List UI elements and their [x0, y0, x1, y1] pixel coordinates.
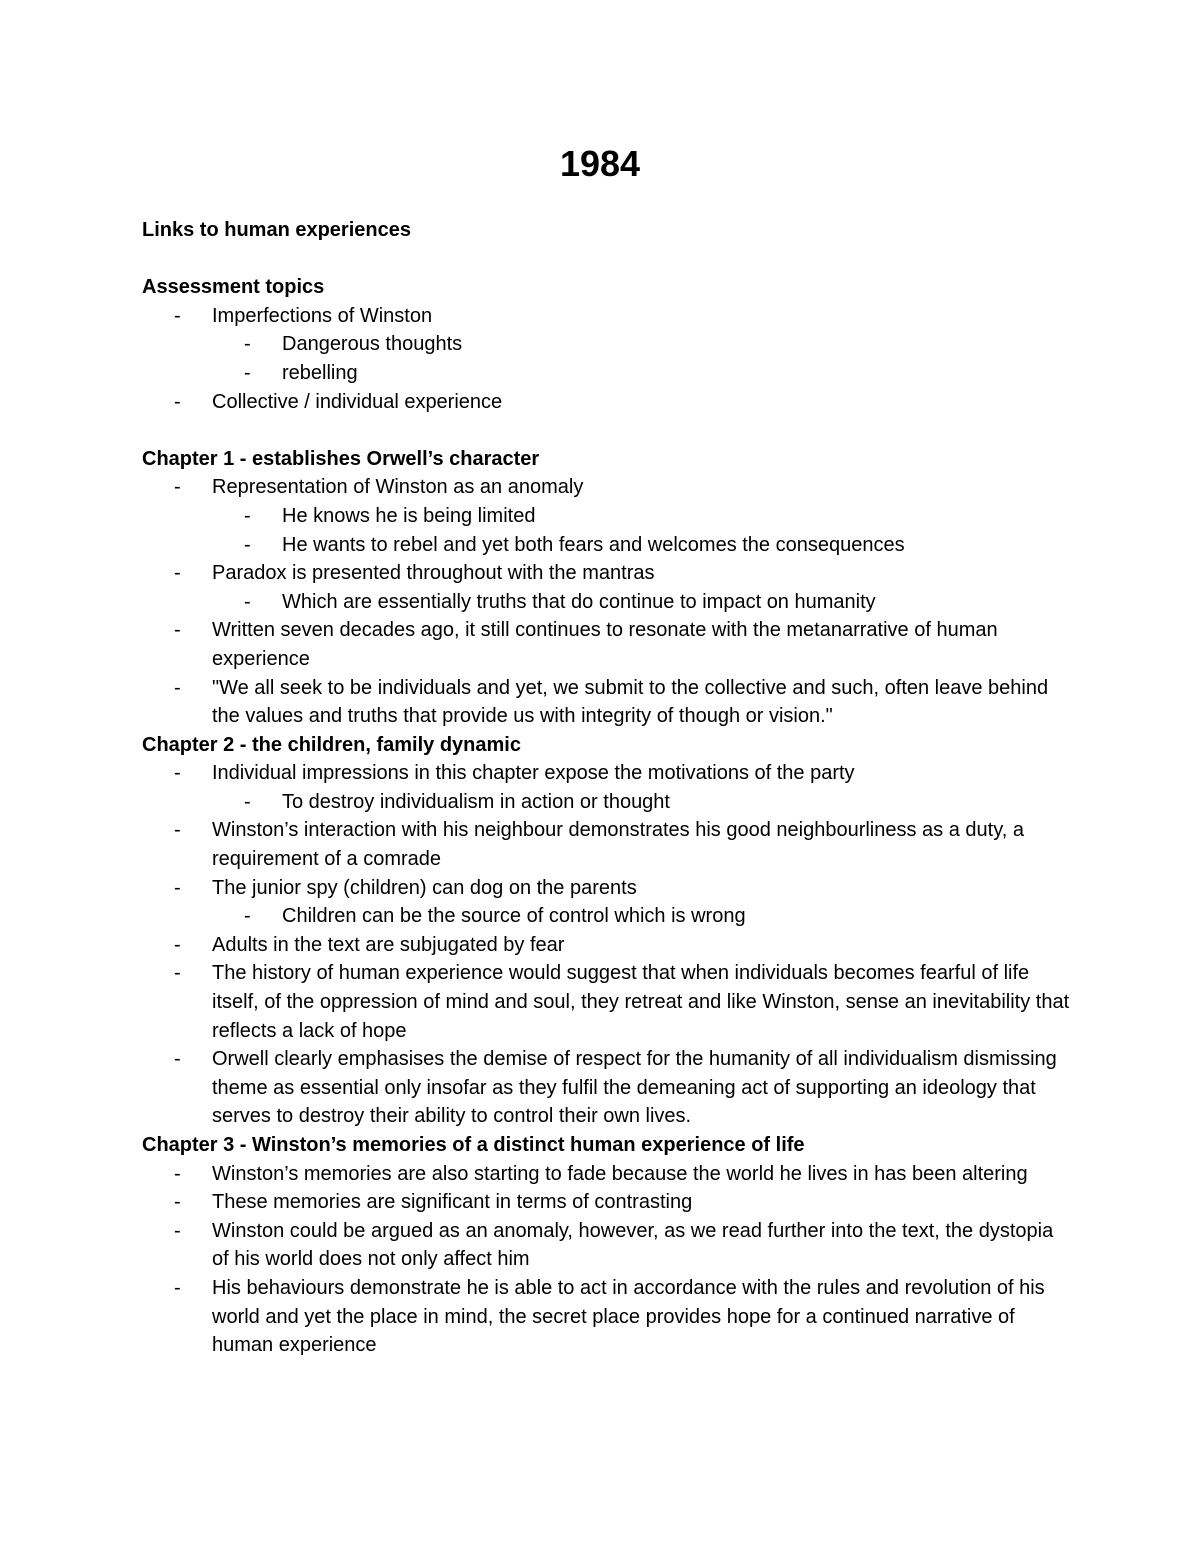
- spacer: [142, 245, 1072, 274]
- list-item-text: Collective / individual experience: [212, 390, 503, 413]
- sub-list-item: [142, 902, 1072, 931]
- dash-bullet-icon: -: [174, 304, 181, 327]
- bullet-list: [142, 931, 1072, 960]
- dash-bullet-icon: -: [244, 504, 251, 527]
- bullet-list: [142, 559, 1072, 588]
- list-item: [142, 759, 1072, 788]
- list-item: [142, 616, 1072, 673]
- dash-bullet-icon: -: [244, 333, 251, 356]
- list-item-text: His behaviours demonstrate he is able to act in accordance with the rules and revolution of his world and yet the place in mind, the secret place provides hope for a continued narrative of human experience: [212, 1276, 1045, 1357]
- bullet-list: [142, 359, 1072, 388]
- bullet-list: [142, 759, 1072, 788]
- dash-bullet-icon: -: [174, 390, 181, 413]
- document-title: 1984: [559, 143, 641, 184]
- dash-bullet-icon: -: [174, 676, 181, 699]
- sub-list-item: [142, 330, 1072, 359]
- bullet-list: [142, 902, 1072, 931]
- sub-list-item: [142, 502, 1072, 531]
- list-item-text: Adults in the text are subjugated by fear: [212, 933, 565, 956]
- dash-bullet-icon: -: [174, 933, 181, 956]
- dash-bullet-icon: -: [244, 533, 251, 556]
- list-item: [142, 674, 1072, 731]
- dash-bullet-icon: -: [174, 762, 181, 785]
- list-item: [142, 816, 1072, 873]
- dash-bullet-icon: -: [174, 562, 181, 585]
- list-item: [142, 1160, 1072, 1189]
- dash-bullet-icon: -: [244, 790, 251, 813]
- spacer: [142, 416, 1072, 445]
- list-item: [142, 388, 1072, 417]
- bullet-list: [142, 502, 1072, 531]
- dash-bullet-icon: -: [244, 590, 251, 613]
- list-item-text: The junior spy (children) can dog on the parents: [212, 876, 637, 899]
- list-item-text: Paradox is presented throughout with the mantras: [212, 562, 655, 585]
- dash-bullet-icon: -: [244, 361, 251, 384]
- dash-bullet-icon: -: [174, 476, 181, 499]
- bullet-list: [142, 473, 1072, 502]
- list-item-text: Written seven decades ago, it still continues to resonate with the metanarrative of human experience: [212, 619, 998, 670]
- dash-bullet-icon: -: [174, 1276, 181, 1299]
- list-item-text: Imperfections of Winston: [212, 304, 433, 327]
- list-item-text: Winston could be argued as an anomaly, however, as we read further into the text, the dystopia of his world does not only affect him: [212, 1219, 1054, 1271]
- bullet-list: [142, 330, 1072, 359]
- bullet-list: [142, 302, 1072, 331]
- dash-bullet-icon: -: [174, 876, 181, 899]
- list-item-text: Individual impressions in this chapter expose the motivations of the party: [212, 762, 855, 785]
- sub-list-item: [142, 531, 1072, 560]
- document-body: [142, 216, 1072, 1360]
- list-item-text: To destroy individualism in action or thought: [282, 790, 670, 813]
- list-item: [142, 1188, 1072, 1217]
- bullet-list: [142, 388, 1072, 417]
- dash-bullet-icon: -: [244, 905, 251, 928]
- list-item: [142, 874, 1072, 903]
- list-item: [142, 931, 1072, 960]
- bullet-list: [142, 1160, 1072, 1189]
- dash-bullet-icon: -: [174, 1219, 181, 1242]
- sections-container: [142, 273, 1072, 1360]
- list-item: [142, 473, 1072, 502]
- bullet-list: [142, 816, 1072, 873]
- bullet-list: [142, 531, 1072, 560]
- bullet-list: [142, 959, 1072, 1045]
- section-heading: Chapter 3 - Winston’s memories of a distinct human experience of life: [142, 1134, 805, 1156]
- list-item-text: He knows he is being limited: [282, 504, 536, 527]
- list-item: [142, 1045, 1072, 1131]
- dash-bullet-icon: -: [174, 1191, 181, 1214]
- section-heading: Chapter 1 - establishes Orwell’s character: [142, 447, 540, 470]
- list-item: [142, 559, 1072, 588]
- dash-bullet-icon: -: [174, 962, 181, 985]
- list-item-text: rebelling: [282, 361, 358, 384]
- list-item: [142, 1217, 1072, 1274]
- list-item-text: These memories are significant in terms of contrasting: [212, 1191, 693, 1214]
- list-item: [142, 959, 1072, 1045]
- list-item-text: Children can be the source of control which is wrong: [282, 905, 746, 928]
- subtitle-heading: Links to human experiences: [142, 219, 411, 241]
- list-item-text: Winston’s interaction with his neighbour demonstrates his good neighbourliness as a duty, a requirement of a comrade: [212, 819, 1024, 871]
- bullet-list: [142, 588, 1072, 617]
- sub-list-item: [142, 588, 1072, 617]
- list-item-text: "We all seek to be individuals and yet, we submit to the collective and such, often leave behind the values and truths that provide us with integrity of though or vision.": [212, 676, 1049, 728]
- bullet-list: [142, 788, 1072, 817]
- list-item-text: Representation of Winston as an anomaly: [212, 476, 584, 499]
- bullet-list: [142, 1188, 1072, 1217]
- sub-list-item: [142, 788, 1072, 817]
- list-item-text: He wants to rebel and yet both fears and welcomes the consequences: [282, 533, 905, 556]
- bullet-list: [142, 1217, 1072, 1274]
- list-item: [142, 302, 1072, 331]
- sub-list-item: [142, 359, 1072, 388]
- dash-bullet-icon: -: [174, 619, 181, 642]
- section-heading: Assessment topics: [142, 276, 325, 299]
- list-item-text: Orwell clearly emphasises the demise of respect for the humanity of all individualism dismissing theme as essential only insofar as they fulfil the demeaning act of supporting an ideology that serves to destroy their ability to control their own lives.: [212, 1048, 1057, 1128]
- bullet-list: [142, 1274, 1072, 1360]
- section-heading: Chapter 2 - the children, family dynamic: [142, 733, 521, 756]
- list-item-text: Which are essentially truths that do continue to impact on humanity: [282, 590, 876, 613]
- dash-bullet-icon: -: [174, 819, 181, 842]
- bullet-list: [142, 616, 1072, 673]
- list-item-text: Dangerous thoughts: [282, 333, 463, 356]
- bullet-list: [142, 674, 1072, 731]
- dash-bullet-icon: -: [174, 1048, 181, 1071]
- list-item-text: Winston’s memories are also starting to fade because the world he lives in has been altering: [212, 1162, 1028, 1185]
- bullet-list: [142, 874, 1072, 903]
- list-item: [142, 1274, 1072, 1360]
- list-item-text: The history of human experience would suggest that when individuals becomes fearful of life itself, of the oppression of mind and soul, they retreat and like Winston, sense an inevitability that reflects a lack of hope: [212, 962, 1070, 1042]
- bullet-list: [142, 1045, 1072, 1131]
- dash-bullet-icon: -: [174, 1162, 181, 1185]
